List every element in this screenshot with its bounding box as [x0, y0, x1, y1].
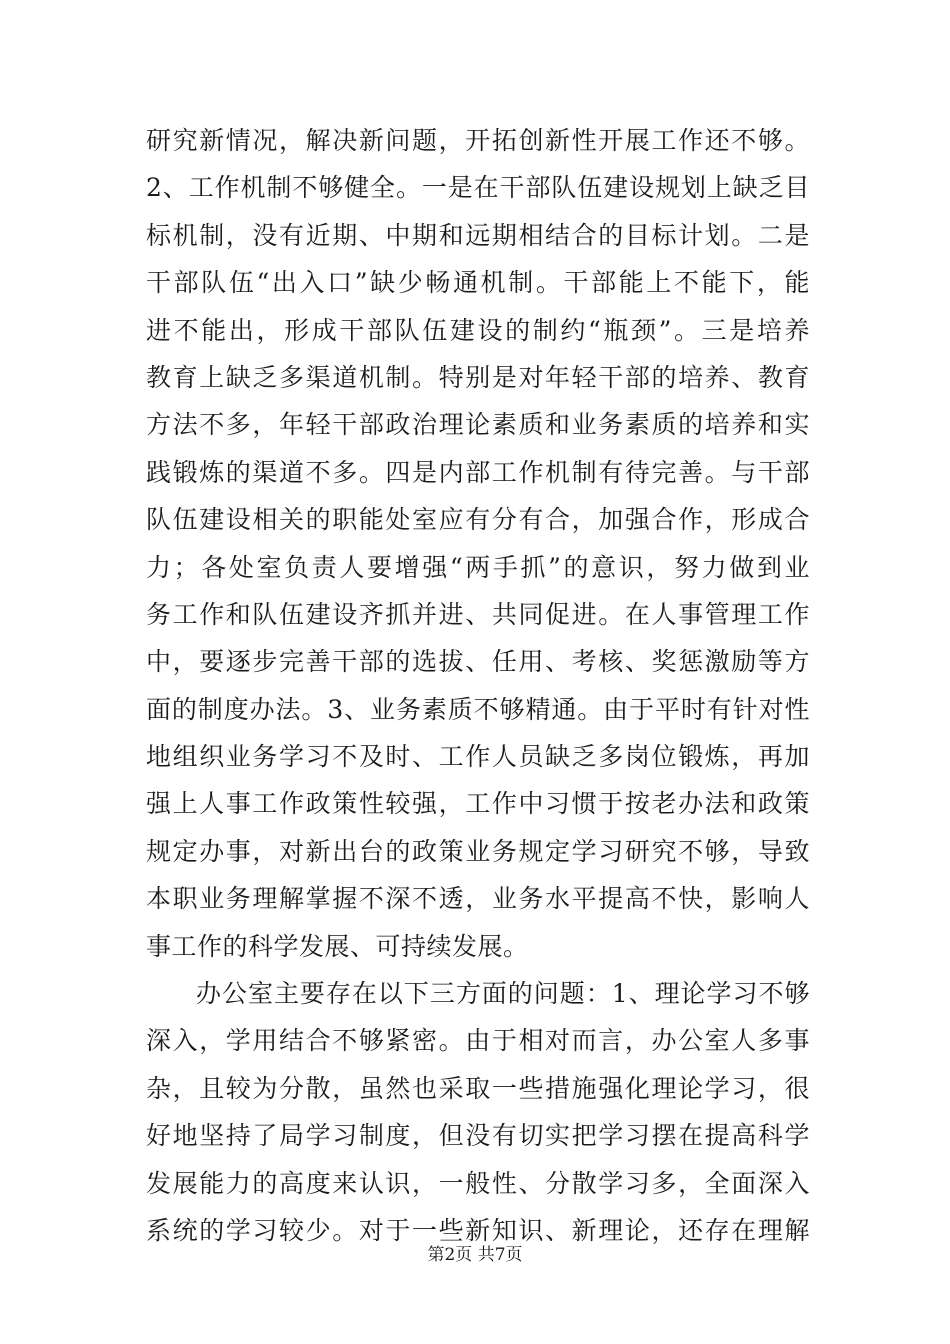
text-line: 务工作和队伍建设齐抓并进、共同促进。在人事管理工作	[146, 599, 810, 629]
text-line: 队伍建设相关的职能处室应有分有合，加强合作，形成合	[146, 505, 810, 535]
text-line: 进不能出，形成干部队伍建设的制约“瓶颈”。三是培养	[146, 315, 810, 345]
text-line: 深入，学用结合不够紧密。由于相对而言，办公室人多事	[146, 1026, 810, 1056]
text-line: 标机制，没有近期、中期和远期相结合的目标计划。二是	[146, 220, 810, 250]
text-line: 研究新情况，解决新问题，开拓创新性开展工作还不够。	[146, 126, 810, 155]
text-line: 规定办事，对新出台的政策业务规定学习研究不够，导致	[146, 836, 810, 866]
text-line: 践锻炼的渠道不多。四是内部工作机制有待完善。与干部	[146, 457, 810, 487]
text-line: 力；各处室负责人要增强“两手抓”的意识，努力做到业	[146, 552, 810, 582]
text-line-paragraph-end: 事工作的科学发展、可持续发展。	[146, 931, 529, 961]
text-line: 面的制度办法。3、业务素质不够精通。由于平时有针对性	[146, 694, 810, 724]
text-line-paragraph-start: 办公室主要存在以下三方面的问题：1、理论学习不够	[196, 979, 810, 1009]
text-line: 中，要逐步完善干部的选拔、任用、考核、奖惩激励等方	[146, 647, 810, 677]
text-line: 杂，且较为分散，虽然也采取一些措施强化理论学习，很	[146, 1073, 810, 1103]
text-line: 系统的学习较少。对于一些新知识、新理论，还存在理解	[146, 1215, 810, 1245]
page-number-footer: 第2页 共7页	[427, 1245, 523, 1265]
text-line: 发展能力的高度来认识，一般性、分散学习多，全面深入	[146, 1168, 810, 1198]
text-line: 好地坚持了局学习制度，但没有切实把学习摆在提高科学	[146, 1121, 810, 1151]
text-line: 干部队伍“出入口”缺少畅通机制。干部能上不能下，能	[146, 268, 810, 298]
text-line: 2、工作机制不够健全。一是在干部队伍建设规划上缺乏目	[146, 173, 810, 203]
document-body	[146, 117, 810, 1254]
text-line: 本职业务理解掌握不深不透，业务水平提高不快，影响人	[146, 884, 810, 914]
text-line: 方法不多，年轻干部政治理论素质和业务素质的培养和实	[146, 410, 810, 440]
text-line: 地组织业务学习不及时、工作人员缺乏多岗位锻炼，再加	[146, 742, 810, 772]
text-line: 教育上缺乏多渠道机制。特别是对年轻干部的培养、教育	[146, 362, 810, 392]
text-line: 强上人事工作政策性较强，工作中习惯于按老办法和政策	[146, 789, 810, 819]
